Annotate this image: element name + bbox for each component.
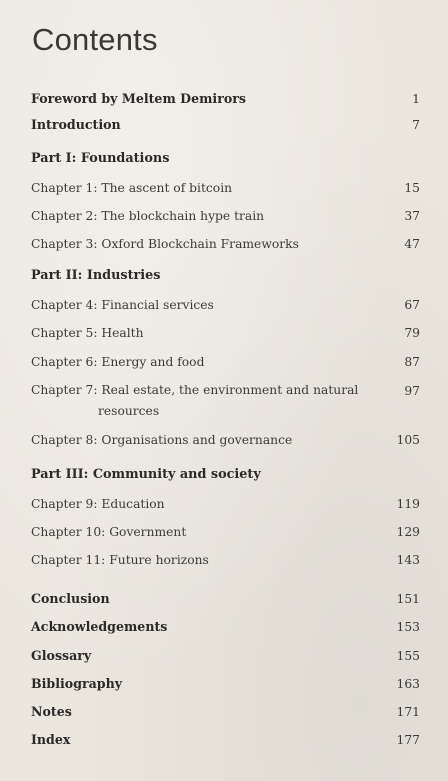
toc-entry-label: Foreword by Meltem Demirors [31,91,246,106]
toc-page-number: 177 [396,733,420,747]
toc-page-number: 105 [396,433,420,447]
toc-page-number: 163 [396,677,420,691]
toc-entry-label: Introduction [31,117,121,132]
toc-entry-chapter-1[interactable] [0,177,448,199]
toc-page-number: 47 [404,237,420,251]
toc-entry-label: Chapter 3: Oxford Blockchain Frameworks [31,237,299,251]
toc-entry-label: Conclusion [31,591,110,606]
toc-entry-introduction[interactable] [0,114,448,136]
toc-entry-chapter-2[interactable] [0,205,448,227]
toc-entry-chapter-5[interactable] [0,322,448,344]
toc-entry-chapter-7[interactable] [0,380,448,424]
toc-page-number: 155 [396,649,420,663]
toc-entry-index[interactable] [0,729,448,751]
toc-entry-chapter-9[interactable] [0,493,448,515]
toc-entry-label: Chapter 2: The blockchain hype train [31,209,265,223]
toc-entry-label: Chapter 11: Future horizons [31,553,209,567]
toc-entry-label: Index [31,732,71,747]
toc-entry-acknowledgements[interactable] [0,616,448,638]
toc-page-number: 171 [396,705,420,719]
toc-entry-label-line-1: Chapter 7: Real estate, the environment and natural [31,383,359,397]
toc-page-number: 129 [396,525,420,539]
toc-entry-label [31,380,371,422]
toc-page-number: 67 [404,298,420,312]
toc-page-number: 87 [404,355,420,369]
part-heading: Part III: Community and society [31,467,261,482]
part-heading: Part I: Foundations [31,151,170,166]
toc-page-number: 37 [404,209,420,223]
toc-entry-label: Bibliography [31,676,123,691]
toc-entry-label: Notes [31,704,72,719]
toc-entry-label: Chapter 1: The ascent of bitcoin [31,181,233,195]
toc-page-number: 151 [396,592,420,606]
toc-entry-chapter-10[interactable] [0,521,448,543]
toc-page-number: 79 [404,326,420,340]
toc-entry-label-line-2: resources [98,404,160,418]
toc-entry-label: Chapter 6: Energy and food [31,355,205,369]
toc-entry-chapter-8[interactable] [0,429,448,451]
toc-entry-label: Glossary [31,648,92,663]
toc-page-number: 15 [404,181,420,195]
toc-entry-foreword[interactable] [0,88,448,110]
toc-page-number: 119 [396,497,420,511]
toc-page-number: 1 [412,92,420,106]
part-heading: Part II: Industries [31,268,161,283]
toc-page-number: 143 [396,553,420,567]
toc-entry-chapter-4[interactable] [0,294,448,316]
toc-entry-conclusion[interactable] [0,588,448,610]
toc-page-number: 7 [412,118,420,132]
page-title: Contents [32,22,158,57]
toc-entry-notes[interactable] [0,701,448,723]
toc-entry-chapter-3[interactable] [0,233,448,255]
toc-entry-glossary[interactable] [0,645,448,667]
toc-entry-label: Chapter 8: Organisations and governance [31,433,293,447]
toc-entry-label: Chapter 4: Financial services [31,298,214,312]
toc-page-number: 153 [396,620,420,634]
toc-entry-bibliography[interactable] [0,673,448,695]
toc-entry-label: Chapter 9: Education [31,497,165,511]
toc-page-number: 97 [404,384,420,398]
toc-entry-chapter-11[interactable] [0,549,448,571]
toc-entry-label: Acknowledgements [31,619,168,634]
toc-entry-label: Chapter 5: Health [31,326,144,340]
toc-entry-chapter-6[interactable] [0,351,448,373]
toc-entry-label: Chapter 10: Government [31,525,187,539]
